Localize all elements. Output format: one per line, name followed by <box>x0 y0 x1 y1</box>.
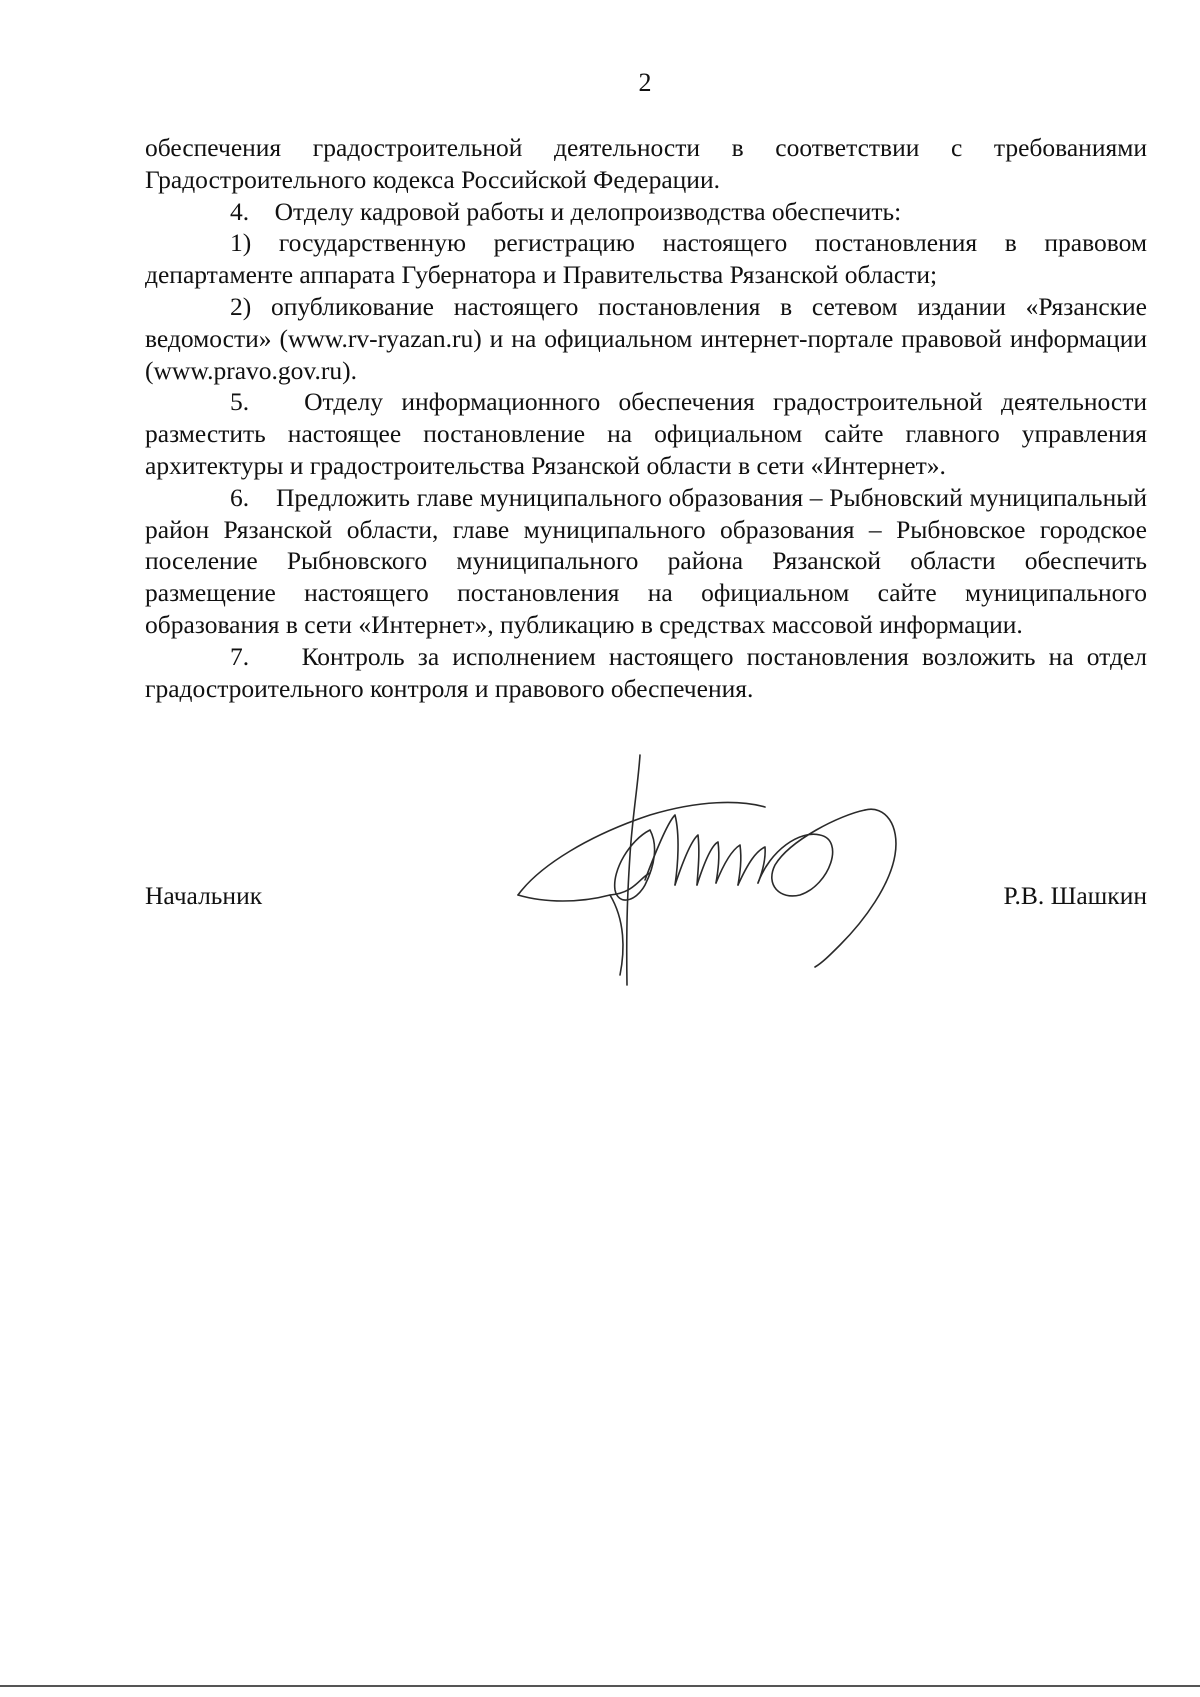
paragraph-continuation: обеспечения градостроительной деятельности в соответствии с требованиями Градостроительного кодекса Российской Федерации. <box>145 133 1147 194</box>
signatory-position: Начальник <box>145 881 263 910</box>
page-number: 2 <box>638 68 652 97</box>
document-body <box>145 132 1147 704</box>
page-bottom-rule <box>0 1685 1200 1687</box>
paragraph-item-4-1: 1) государственную регистрацию настоящего постановления в правовом департаменте аппарата Губернатора и Правительства Рязанской области; <box>145 228 1147 290</box>
paragraph-item-4: 4. Отделу кадровой работы и делопроизводства обеспечить: <box>230 196 902 226</box>
signatory-name: Р.В. Шашкин <box>1003 881 1147 910</box>
paragraph-item-4-2: 2) опубликование настоящего постановления в сетевом издании «Рязанские ведомости» (www.rv-ryazan.ru) и на официальном интернет-портале правовой информации (www.pravo.gov.ru). <box>145 291 1147 385</box>
handwritten-signature <box>500 745 930 1005</box>
paragraph-item-6: 6. Предложить главе муниципального образования – Рыбновский муниципальный район Рязанской области, главе муниципального образования – Рыбновское городское поселение Рыбновского муниципального района Рязанской области обеспечить размещение настоящего постановления на официальном сайте муниципального образования в сети «Интернет», публикацию в средствах массовой информации. <box>145 482 1147 639</box>
paragraph-item-7: 7. Контроль за исполнением настоящего постановления возложить на отдел градостроительного контроля и правового обеспечения. <box>145 641 1147 703</box>
paragraph-item-5: 5. Отделу информационного обеспечения градостроительной деятельности разместить настоящее постановление на официальном сайте главного управления архитектуры и градостроительства Рязанской области в сети «Интернет». <box>145 387 1147 480</box>
